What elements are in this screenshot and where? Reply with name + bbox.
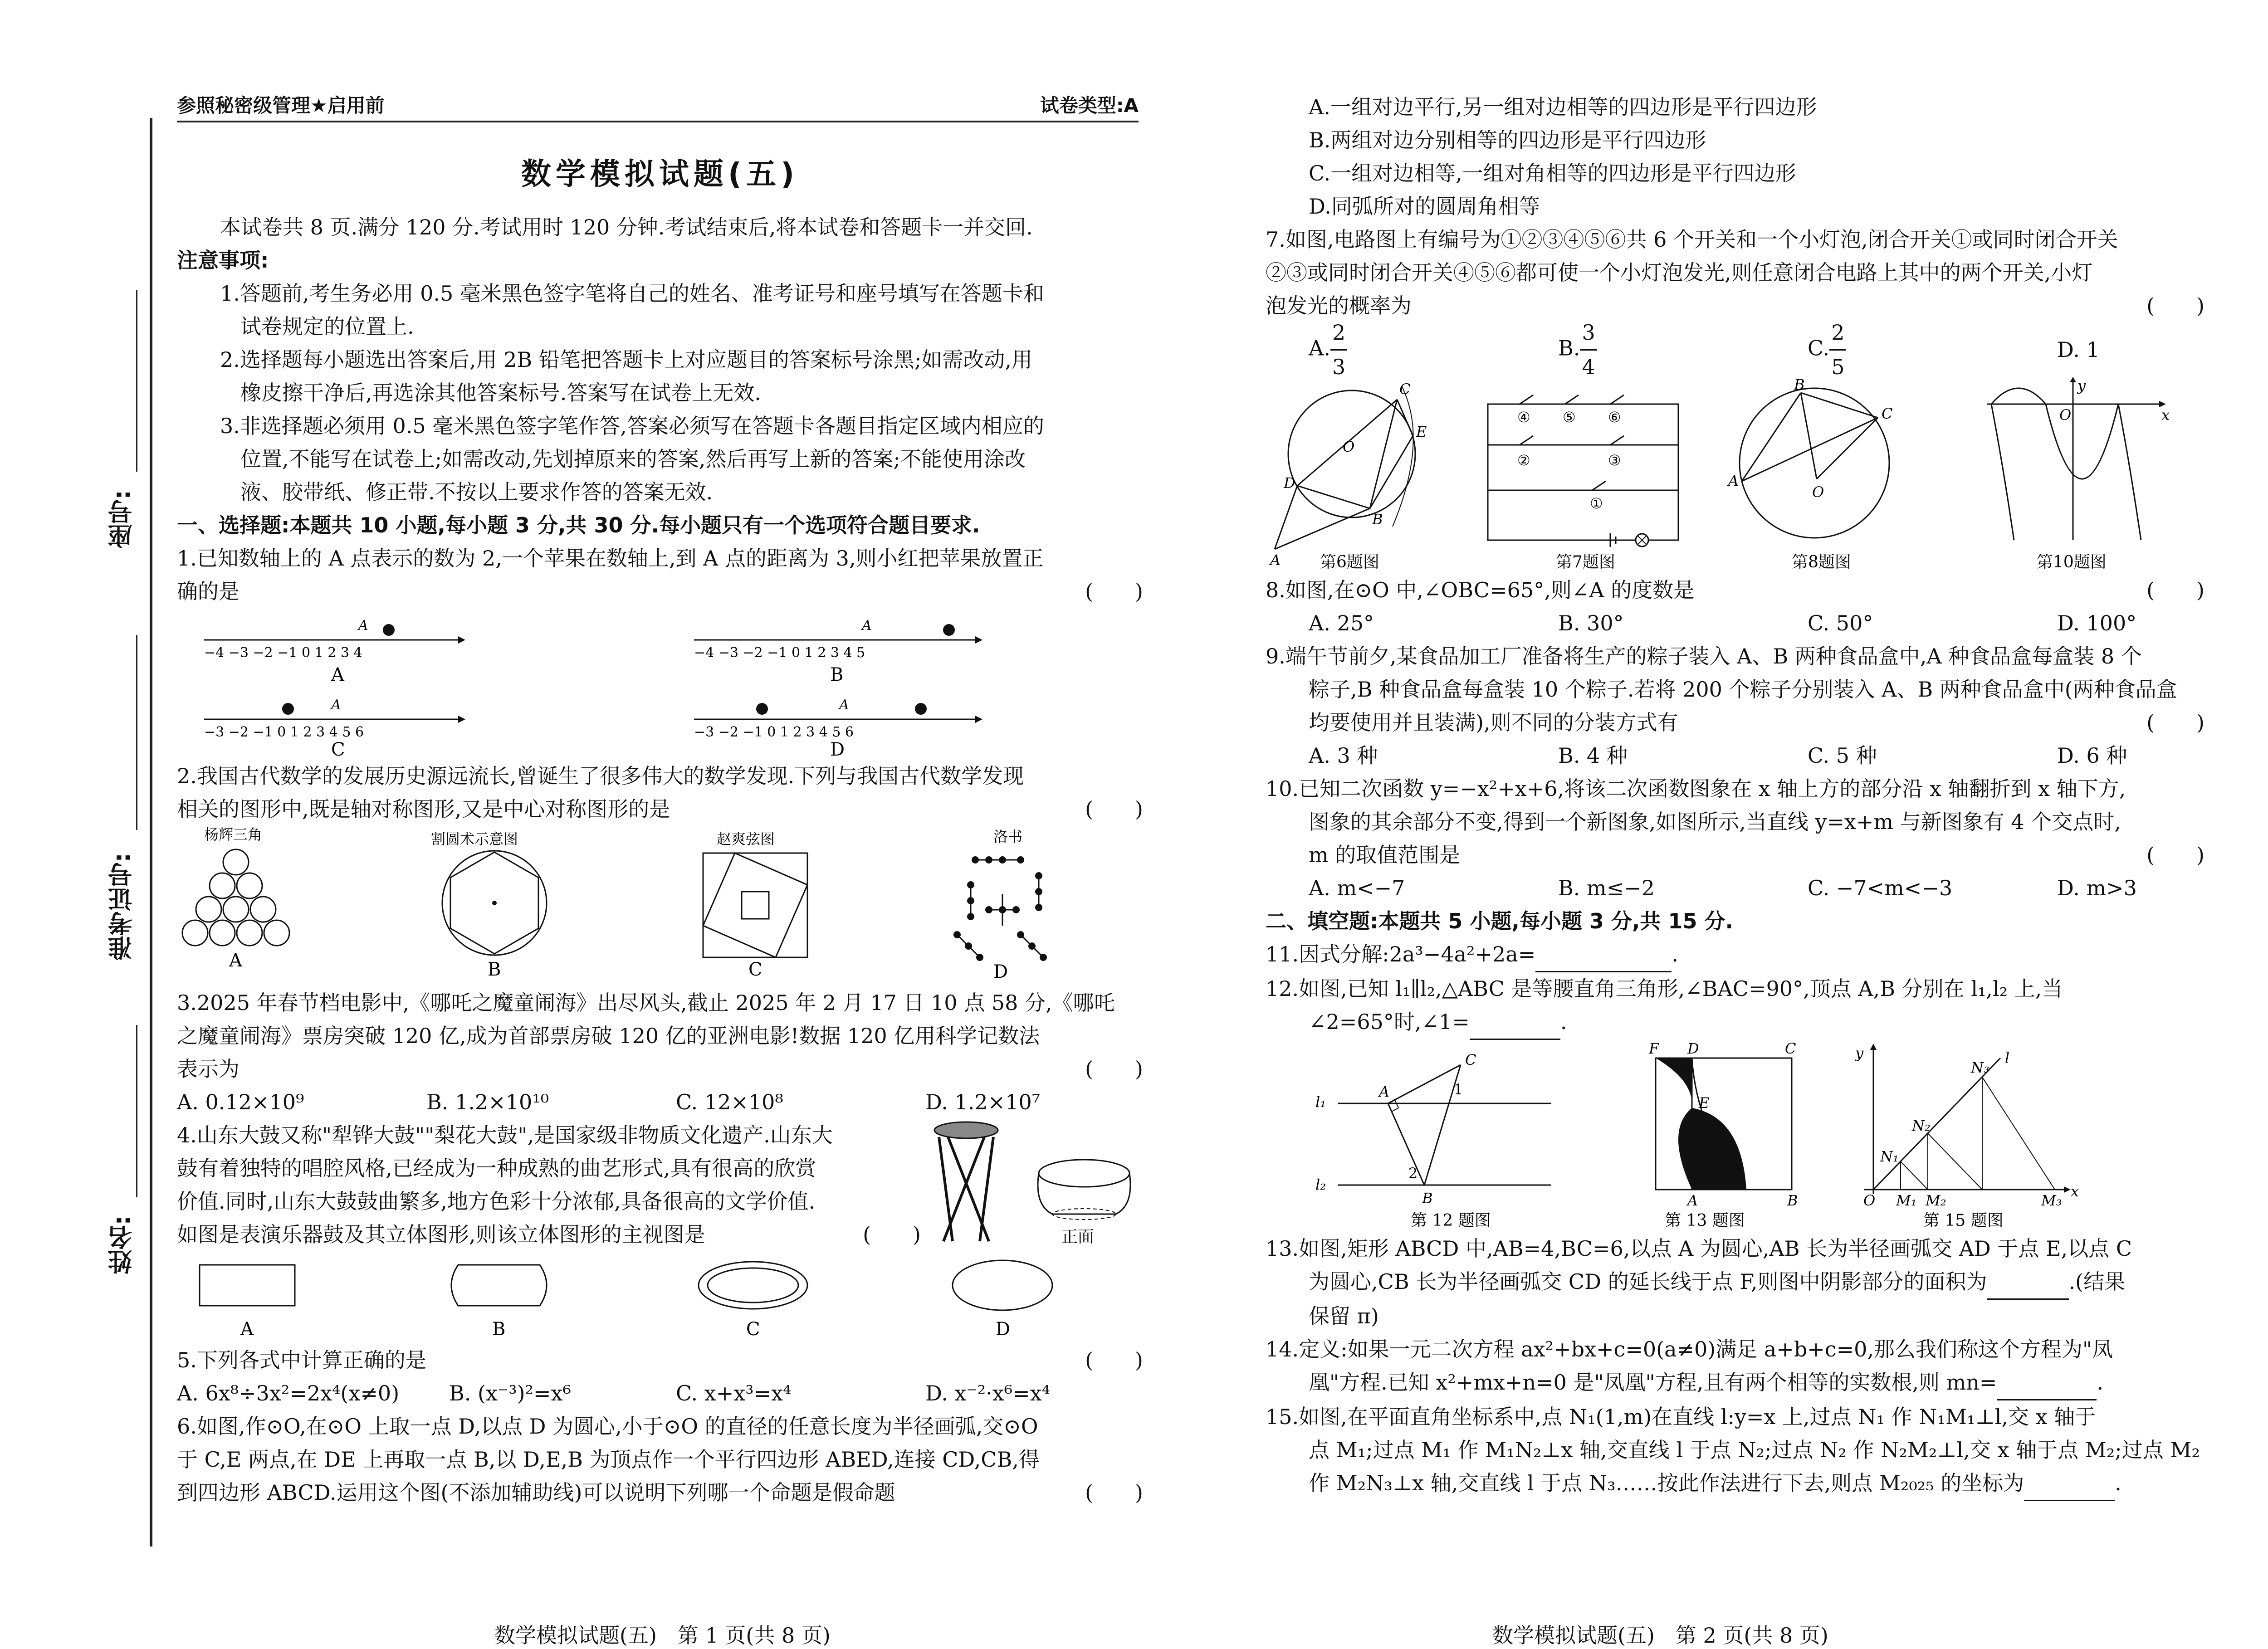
q6-line-3 [177,1476,1143,1509]
ticket-number-label: 准考证号: [108,853,136,961]
q8-options [1266,607,2204,640]
q8-line-1 [1266,574,2204,607]
question-1 [177,542,1143,760]
q12-line: 12.如图,已知 l₁∥l₂,△ABC 是等腰直角三角形,∠BAC=90°,顶点 A,B 分别在 l₁,l₂ 上,当 [1266,976,2063,1001]
option-label: D [993,961,1008,982]
q12-line: ∠2=65°时,∠1= [1309,1010,1470,1034]
answer-blank [1987,1265,2069,1300]
q15-line-3: 作 M₂N₃⊥x 轴,交直线 l 于点 N₃……按此作法进行下去,则点 M₂₀₂₅ 的坐标为 . [1266,1467,2204,1501]
q3-line: 之魔童闹海》票房突破 120 亿,成为首部票房破 120 亿的亚洲电影!数据 120 亿用科学记数法 [177,1024,1040,1048]
answer-paren: ( ) [2146,843,2204,867]
figure-caption: 杨辉三角 [204,826,263,843]
point-label: A [1728,472,1739,489]
note-line: 橡皮擦干净后,再选涂其他答案标号.答案写在试卷上无效. [240,381,761,405]
option-c: C. −7<m<−3 [1808,876,1953,900]
answer-blank [1997,1366,2097,1400]
page-1 [177,91,1143,1648]
answer-paren: ( ) [2146,293,2204,318]
question-2 [177,760,1143,986]
option-a: A. 6x⁸÷3x²=2x⁴(x≠0) [177,1381,400,1405]
option-a [1309,316,1558,384]
point-label: O [1812,483,1824,501]
answer-blank [2024,1467,2115,1501]
numerator: 2 [1330,316,1347,351]
point-label: C [1465,1051,1476,1068]
q12-line-2: ∠2=65°时,∠1= . [1266,1005,2204,1040]
point-label: M₂ [1926,1192,1946,1209]
fraction [1580,316,1597,384]
point-label: B [1422,1190,1433,1207]
angle-label: 1 [1454,1081,1463,1098]
question-11: 11.因式分解:2a³−4a²+2a= . [1266,938,2204,972]
point-label: O [1863,1192,1876,1209]
question-7 [1266,223,2204,377]
figure-7-circuit [1488,395,1678,547]
question-5 [177,1344,1143,1410]
point-label: E [1416,423,1427,440]
note-line: 3.非选择题必须用 0.5 毫米黑色签字笔作答,答案必须写在答题卡各题目指定区域内相应的 [220,414,1044,438]
switch-label: ④ [1517,409,1530,426]
option-label: B [488,959,501,980]
answer-paren: ( ) [1085,797,1143,821]
q1-number-lines [177,608,1143,758]
name-blank [136,1025,137,1197]
q10-line-3 [1266,839,2204,872]
drum-figure [921,1119,1139,1250]
point-a-label: A [331,697,341,713]
option-label: A [331,664,344,685]
point-label: C [1785,1040,1796,1057]
figures-row-1 [1266,377,2204,572]
point-label: N₁ [1880,1148,1899,1165]
point-a-label: A [839,697,849,713]
switch-label: ③ [1608,452,1621,469]
option-label: D [830,739,845,758]
figure-caption: 第6题图 [1320,553,1379,571]
axis-label: x [2161,406,2170,424]
q4-line: 如图是表演乐器鼓及其立体图形,则该立体图形的主视图是 [177,1222,705,1247]
figure-caption: 赵爽弦图 [717,830,775,848]
q13-line: .(结果 [2068,1269,2126,1294]
option-b: B. m≤−2 [1558,876,1655,900]
paper-type-label: 试卷类型:A [1040,94,1139,117]
option-a: A. 0.12×10⁹ [177,1090,304,1114]
denominator: 3 [1332,354,1346,379]
option-d: D. 100° [2057,611,2137,635]
number-line-ticks: −4 −3 −2 −1 0 1 2 3 4 [204,645,362,661]
point-label: A [1379,1083,1390,1100]
figure-12 [1315,1051,1551,1207]
numerator: 2 [1829,316,1846,351]
q9-options [1266,739,2204,772]
q6-line: 6.如图,作⊙O,在⊙O 上取一点 D,以点 D 为圆心,小于⊙O 的直径的任意长度为半径画弧,交⊙O [177,1414,1038,1439]
switch-label: ① [1590,495,1603,512]
figure-13 [1648,1040,1798,1209]
q2-line-2 [177,793,1143,826]
q2-line: 2.我国古代数学的发展历史源远流长,曾诞生了很多伟大的数学发现.下列与我国古代数学发现 [177,764,1024,788]
q6-option-b: B.两组对边分别相等的四边形是平行四边形 [1309,128,1706,152]
q11-line: 11.因式分解:2a³−4a²+2a= [1266,942,1536,966]
q1-line: 确的是 [177,579,240,604]
apple-icon [282,703,294,715]
point-label: C [1882,405,1893,422]
q1-line: 1.已知数轴上的 A 点表示的数为 2,一个苹果在数轴上,到 A 点的距离为 3,则小红把苹果放置正 [177,546,1044,571]
option-d: D. 1.2×10⁷ [925,1090,1041,1114]
option-prefix: B. [1558,336,1580,360]
option-label: B [492,1319,506,1340]
q14-line: 14.定义:如果一元二次方程 ax²+bx+c=0(a≠0)满足 a+b+c=0,那么我们称这个方程为"凤 [1266,1337,2113,1361]
point-label: B [1372,511,1383,528]
axis-label: O [2059,406,2072,424]
option-prefix: A. [1309,336,1330,360]
q4-line: 价值.同时,山东大鼓鼓曲繁多,地方色彩十分浓郁,具备很高的文学价值. [177,1189,816,1214]
q5-line-1 [177,1344,1143,1377]
point-a-label: A [358,618,368,634]
switch-label: ⑤ [1563,409,1576,426]
option-label: C [748,959,763,980]
option-a: A. m<−7 [1309,876,1405,900]
option-b: B. 30° [1558,611,1624,635]
answer-paren: ( ) [863,1222,921,1247]
q6-line: 到四边形 ABCD.运用这个图(不添加辅助线)可以说明下列哪一个命题是假命题 [177,1480,895,1505]
q13-line: 13.如图,矩形 ABCD 中,AB=4,BC=6,以点 A 为圆心,AB 长为半径画弧交 AD 于点 E,以点 C [1266,1236,2132,1261]
option-label: D [996,1319,1011,1340]
q10-line: 图象的其余部分不变,得到一个新图象,如图所示,当直线 y=x+m 与新图象有 4 个交点时, [1309,810,2121,834]
q6-option-c: C.一组对边相等,一组对角相等的四边形是平行四边形 [1309,161,1796,185]
number-line-ticks: −4 −3 −2 −1 0 1 2 3 4 5 [694,645,865,661]
answer-blank [1470,1005,1560,1040]
option-label: A [240,1319,254,1340]
option-b [1558,316,1808,384]
figure-caption: 洛书 [993,828,1023,845]
number-line-ticks: −3 −2 −1 0 1 2 3 4 5 6 [204,724,364,740]
numerator: 3 [1580,316,1597,351]
angle-label: 2 [1408,1165,1418,1182]
option-b: B. 1.2×10¹⁰ [426,1090,549,1114]
point-label: M₁ [1896,1192,1917,1209]
line-label: l [2005,1049,2010,1066]
question-4 [177,1119,1143,1344]
answer-paren: ( ) [2146,578,2204,602]
note-line: 位置,不能写在试卷上;如需改动,先划掉原来的答案,然后再写上新的答案;不能使用涂改 [240,447,1026,471]
point-label: D [1284,474,1295,492]
note-line: 2.选择题每小题选出答案后,用 2B 铅笔把答题卡上对应题目的答案标号涂黑;如需改动,用 [220,347,1032,372]
option-b: B. 4 种 [1558,743,1628,768]
option-prefix: C. [1808,336,1830,360]
page-header [177,91,1139,122]
question-14 [1266,1333,2204,1400]
q10-line: 10.已知二次函数 y=−x²+x+6,将该二次函数图象在 x 轴上方的部分沿 x 轴翻折到 x 轴下方, [1266,776,2126,801]
point-label: O [1343,438,1355,455]
option-a: A. 25° [1309,611,1374,635]
q7-line: 7.如图,电路图上有编号为①②③④⑤⑥共 6 个开关和一个小灯泡,闭合开关①或同时闭合开关 [1266,227,2118,252]
q9-line: 粽子,B 种食品盒每盒装 10 个粽子.若将 200 个粽子分别装入 A、B 两种食品盒中(两种食品盒 [1309,677,2177,702]
point-label: C [1399,381,1411,398]
option-d: D. x⁻²·x⁶=x⁴ [925,1381,1051,1405]
q4-line: 鼓有着独特的唱腔风格,已经成为一种成熟的曲艺形式,具有很高的欣赏 [177,1156,816,1181]
answer-paren: ( ) [1085,1348,1143,1372]
switch-label: ② [1517,452,1530,469]
q7-options [1266,322,2204,377]
figure-10-graph [1987,377,2170,540]
page-footer: 数学模拟试题(五) 第 2 页(共 8 页) [1492,1623,1828,1648]
intro-text: 本试卷共 8 页.满分 120 分.考试用时 120 分钟.考试结束后,将本试卷和答题卡一并交回. [220,215,1033,239]
q14-line-2: 凰"方程.已知 x²+mx+n=0 是"凤凰"方程,且有两个相等的实数根,则 mn= . [1266,1366,2204,1400]
axis-label: x [2071,1183,2079,1200]
q15-line: 点 M₁;过点 M₁ 作 M₁N₂⊥x 轴,交直线 l 于点 N₂;过点 N₂ 作 N₂M₂⊥l,交 x 轴于点 M₂;过点 M₂ [1309,1438,2200,1462]
q3-line-3 [177,1053,1143,1086]
yanghui-triangle-figure [182,849,289,946]
point-label: A [1270,551,1281,569]
figure-caption: 第8题图 [1792,553,1851,571]
q2-figures [177,826,1143,985]
line-label: l₂ [1315,1176,1326,1193]
seat-label: 座号: [108,490,136,549]
q10-options [1266,872,2204,905]
apple-icon [756,703,768,715]
point-label: N₃ [1971,1059,1989,1076]
q1-line-2 [177,575,1143,608]
option-label: C [331,739,345,758]
q5-options [177,1377,1143,1410]
note-line: 液、胶带纸、修正带.不按以上要求作答的答案无效. [240,480,713,504]
front-view-label: 正面 [1061,1228,1095,1246]
figure-caption: 第 12 题图 [1411,1211,1491,1230]
question-3 [177,986,1143,1119]
ticket-number-blank [136,635,137,830]
number-line-ticks: −3 −2 −1 0 1 2 3 4 5 6 [694,724,854,740]
point-a-label: A [862,618,872,634]
q2-line: 相关的图形中,既是轴对称图形,又是中心对称图形的是 [177,797,670,821]
apple-icon [943,624,955,636]
zhaoshuang-figure [703,853,807,957]
question-6 [177,1410,1143,1509]
denominator: 5 [1831,354,1845,379]
question-10 [1266,772,2204,905]
answer-paren: ( ) [2146,710,2204,735]
notes-heading: 注意事项: [177,248,269,273]
option-d: D. m>3 [2057,876,2137,900]
section-2-heading: 二、填空题:本题共 5 小题,每小题 3 分,共 15 分. [1266,909,1733,933]
point-label: D [1687,1040,1699,1057]
option-d: D. 6 种 [2057,743,2127,768]
axis-label: y [2077,377,2086,394]
answer-paren: ( ) [1085,1480,1143,1505]
apple-icon [915,703,927,715]
option-c [1808,316,2057,384]
section-1-heading: 一、选择题:本题共 10 小题,每小题 3 分,共 30 分.每小题只有一个选项符合题目要求. [177,513,980,537]
q4-line-4 [177,1218,921,1251]
binding-line [150,118,152,1547]
q13-line: 为圆心,CB 长为半径画弧交 CD 的延长线于点 F,则图中阴影部分的面积为 [1309,1269,1987,1294]
q3-options [177,1086,1143,1119]
q8-line: 8.如图,在⊙O 中,∠OBC=65°,则∠A 的度数是 [1266,578,1695,602]
switch-label: ⑥ [1608,409,1621,426]
q4-options-figures [177,1251,1143,1342]
figure-8 [1727,377,1892,538]
q3-line: 3.2025 年春节档电影中,《哪吒之魔童闹海》出尽风头,截止 2025 年 2 月 17 日 10 点 58 分,《哪吒 [177,990,1115,1015]
q15-line: 15.如图,在平面直角坐标系中,点 N₁(1,m)在直线 l:y=x 上,过点 N₁ 作 N₁M₁⊥l,交 x 轴于 [1266,1405,2096,1429]
fraction [1829,316,1846,384]
figure-caption: 第 15 题图 [1923,1211,2004,1230]
q14-line: 凰"方程.已知 x²+mx+n=0 是"凤凰"方程,且有两个相等的实数根,则 mn= [1309,1370,1997,1395]
figure-caption: 第10题图 [2037,553,2107,571]
page-2 [1266,91,2204,1648]
question-13 [1266,1232,2204,1333]
figure-15 [1854,1044,2079,1209]
q7-line: 泡发光的概率为 [1266,293,1412,318]
fraction [1330,316,1347,384]
q15-line: 作 M₂N₃⊥x 轴,交直线 l 于点 N₃……按此作法进行下去,则点 M₂₀₂₅ 的坐标为 [1309,1471,2024,1495]
page-footer: 数学模拟试题(五) 第 1 页(共 8 页) [494,1623,831,1648]
point-label: E [1699,1094,1710,1112]
axis-label: y [1855,1044,1864,1062]
option-label: C [746,1319,760,1340]
option-label: B [830,664,844,685]
exam-title: 数学模拟试题(五) [521,156,799,191]
option-c: C. 50° [1808,611,1873,635]
option-c: C. 12×10⁸ [676,1090,783,1114]
point-label: N₂ [1912,1117,1931,1134]
q9-line: 9.端午节前夕,某食品加工厂准备将生产的粽子装入 A、B 两种食品盒中,A 种食品盒每盒装 8 个 [1266,644,2142,668]
option-c: C. 5 种 [1808,743,1877,768]
option-a: A. 3 种 [1309,743,1378,768]
q10-line: m 的取值范围是 [1309,843,1461,867]
denominator: 4 [1582,354,1595,379]
option-d: D. 1 [2057,337,2100,362]
q3-line: 表示为 [177,1057,240,1081]
q13-line: 保留 π) [1309,1304,1379,1328]
answer-blank [1535,938,1672,972]
option-label: A [229,950,242,971]
q13-line-2 [1266,1265,2204,1300]
figure-caption: 第 13 题图 [1665,1211,1745,1230]
q5-line: 5.下列各式中计算正确的是 [177,1348,426,1372]
answer-paren: ( ) [1085,579,1143,604]
q9-line: 均要使用并且装满),则不同的分装方式有 [1309,710,1678,735]
q6-option-d: D.同弧所对的圆周角相等 [1309,194,1540,219]
note-line: 1.答题前,考生务必用 0.5 毫米黑色签字笔将自己的姓名、准考证号和座号填写在答题卡和 [220,281,1044,306]
question-9 [1266,640,2204,772]
point-label: B [1787,1192,1798,1209]
option-c: C. x+x³=x⁴ [676,1381,792,1405]
line-label: l₁ [1315,1093,1326,1111]
question-8 [1266,574,2204,640]
name-label: 姓名: [108,1215,136,1274]
q6-line: 于 C,E 两点,在 DE 上再取一点 B,以 D,E,B 为顶点作一个平行四边形 ABED,连接 CD,CB,得 [177,1447,1040,1472]
question-12 [1266,972,2204,1040]
answer-paren: ( ) [1085,1057,1143,1081]
point-label: F [1649,1040,1659,1057]
q4-line: 4.山东大鼓又称"犁铧大鼓""梨花大鼓",是国家级非物质文化遗产.山东大 [177,1123,833,1147]
figure-caption: 第7题图 [1556,553,1615,571]
q7-line: ②③或同时闭合开关④⑤⑥都可使一个小灯泡发光,则任意闭合电路上其中的两个开关,小灯 [1266,260,2093,285]
point-label: M₃ [2041,1192,2062,1209]
confidential-label: 参照秘密级管理★启用前 [177,94,385,117]
point-label: A [1687,1192,1698,1209]
q6-option-a: A.一组对边平行,另一组对边相等的四边形是平行四边形 [1309,95,1817,119]
question-15 [1266,1400,2204,1501]
q9-line-3 [1266,706,2204,739]
option-b: B. (x⁻³)²=x⁶ [449,1381,571,1405]
figure-caption: 割圆术示意图 [431,830,518,848]
seat-blank [136,290,137,472]
apple-icon [383,624,395,636]
point-label: B [1794,377,1805,393]
figures-row-2 [1266,1040,2204,1230]
figure-6 [1269,381,1427,569]
note-line: 试卷规定的位置上. [240,314,414,339]
